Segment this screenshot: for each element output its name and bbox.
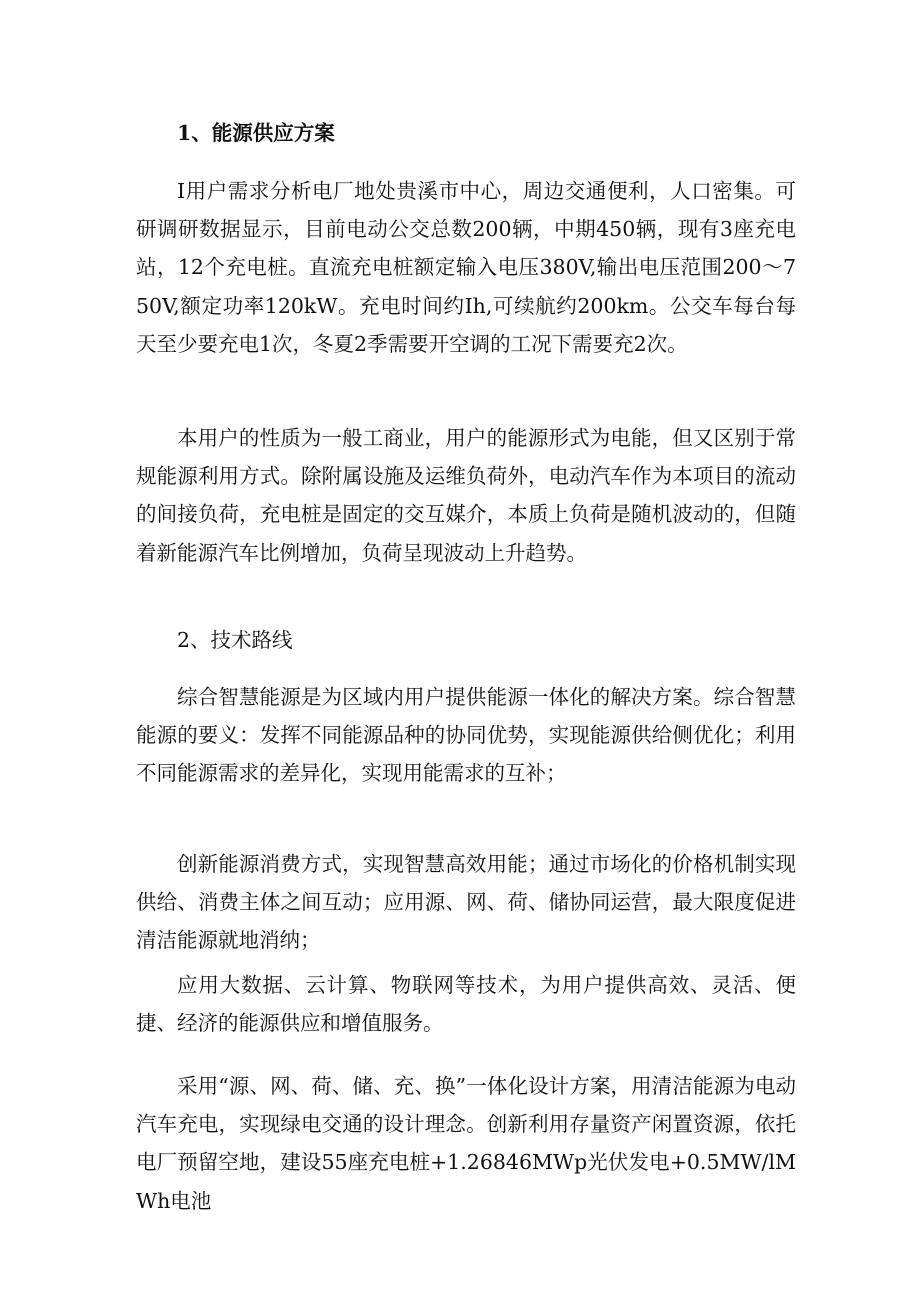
- paragraph-integrated-design: 采用“源、网、荷、储、充、换”一体化设计方案，用清洁能源为电动汽车充电，实现绿电交通的设计理念。创新利用存量资产闲置资源，依托电厂预留空地，建设55座充电桩+1.26846MWp光伏发电+0.5MW/lMWh电池: [136, 1074, 796, 1213]
- section-heading-technical-route: 2、技术路线: [177, 628, 293, 652]
- paragraph-user-demand-analysis: I用户需求分析电厂地处贵溪市中心，周边交通便利，人口密集。可研调研数据显示，目前电动公交总数200辆，中期450辆，现有3座充电站，12个充电桩。直流充电桩额定输入电压380V,输出电压范围200～750V,额定功率120kW。充电时间约Ih,可续航约200km。公交车每台每天至少要充电1次，冬夏2季需要开空调的工况下需要充2次。: [136, 179, 796, 356]
- section-heading-energy-supply: 1、能源供应方案: [177, 121, 335, 145]
- paragraph-innovative-consumption: 创新能源消费方式，实现智慧高效用能；通过市场化的价格机制实现供给、消费主体之间互动；应用源、网、荷、储协同运营，最大限度促进清洁能源就地消纳；: [136, 852, 796, 953]
- paragraph-integrated-smart-energy: 综合智慧能源是为区域内用户提供能源一体化的解决方案。综合智慧能源的要义：发挥不同能源品种的协同优势，实现能源供给侧优化；利用不同能源需求的差异化，实现用能需求的互补；: [136, 685, 796, 786]
- paragraph-big-data-services: 应用大数据、云计算、物联网等技术，为用户提供高效、灵活、便捷、经济的能源供应和增值服务。: [136, 973, 796, 1036]
- paragraph-user-nature: 本用户的性质为一般工商业，用户的能源形式为电能，但又区别于常规能源利用方式。除附属设施及运维负荷外，电动汽车作为本项目的流动的间接负荷，充电桩是固定的交互媒介，本质上负荷是随机波动的，但随着新能源汽车比例增加，负荷呈现波动上升趋势。: [136, 426, 796, 565]
